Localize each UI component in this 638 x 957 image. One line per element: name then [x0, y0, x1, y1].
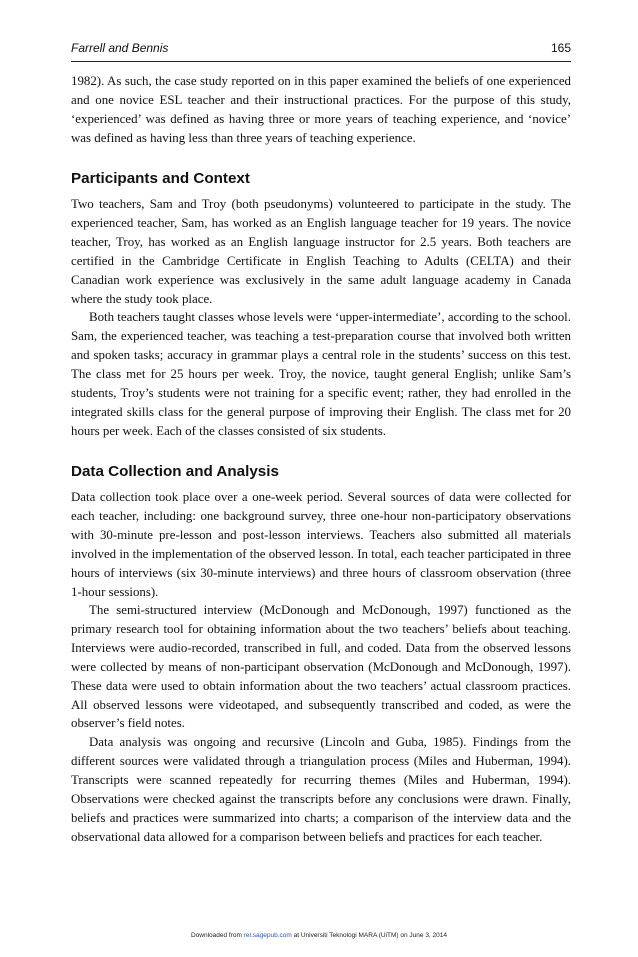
section-heading-data-collection: Data Collection and Analysis: [71, 463, 279, 481]
section-heading-participants: Participants and Context: [71, 170, 250, 188]
running-head: [71, 41, 571, 55]
paragraph: Two teachers, Sam and Troy (both pseudonyms) volunteered to participate in the study. The experienced teacher, Sam, has worked as an English language teacher for 19 years. The novice teacher, Troy, has worked as an English language instructor for 2.5 years. Both teachers are certified in the Cambridge Certificate in English Teaching to Adults (CELTA) and their Canadian work experience was exclusively in the same adult language academy in Canada where the study took place.: [71, 197, 571, 306]
paragraph: The semi-structured interview (McDonough and McDonough, 1997) functioned as the primary research tool for obtaining information about the two teachers’ beliefs about teaching. Interviews were audio-recorded, transcribed in full, and coded. Data from the observed lessons were collected by means of non-participant observation (McDonough and McDonough, 1997). These data were used to obtain information about the two teachers’ actual classroom practices. All observed lessons were videotaped, and subsequently transcribed and coded, as were the observer’s field notes.: [71, 603, 571, 731]
page-number: 165: [550, 41, 571, 55]
body-text: [71, 72, 571, 846]
footer-link[interactable]: rel.sagepub.com: [243, 932, 292, 939]
header-rule: [71, 61, 571, 62]
running-head-authors: Farrell and Bennis: [71, 41, 169, 55]
footer-prefix: Downloaded from: [190, 932, 244, 939]
paragraph: Data analysis was ongoing and recursive (Lincoln and Guba, 1985). Findings from the different sources were validated through a triangulation process (Miles and Huberman, 1994). Transcripts were scanned repeatedly for recurring themes (Miles and Huberman, 1994). Observations were checked against the transcripts before any conclusions were drawn. Finally, beliefs and practices were summarized into charts; a comparison of the interview data and the observational data allowed for a comparison between beliefs and practices for each teacher.: [71, 735, 571, 844]
footer-suffix: at Universiti Teknologi MARA (UiTM) on June 3, 2014: [291, 932, 448, 939]
paragraph: Both teachers taught classes whose levels were ‘upper-intermediate’, according to the school. Sam, the experienced teacher, was teaching a test-preparation course that involved both written and spoken tasks; accuracy in grammar plays a central role in the students’ success on this test. The class met for 25 hours per week. Troy, the novice, taught general English; unlike Sam’s students, Troy’s students were not training for a specific event; rather, they had enrolled in the integrated skills class for the general purpose of improving their English. The class met for 20 hours per week. Each of the classes consisted of six students.: [71, 310, 571, 438]
paragraph: Data collection took place over a one-week period. Several sources of data were collected for each teacher, including: one background survey, three one-hour non-participatory observations with 30-minute pre-lesson and post-lesson interviews. Teachers also submitted all materials involved in the implementation of the observed lesson. In total, each teacher participated in three hours of interviews (six 30-minute interviews) and three hours of classroom observation (three 1-hour sessions).: [71, 490, 571, 599]
download-footer: [0, 932, 638, 939]
intro-paragraph: 1982). As such, the case study reported on in this paper examined the beliefs of one experienced and one novice ESL teacher and their instructional practices. For the purpose of this study, ‘experienced’ was defined as having three or more years of teaching experience, and ‘novice’ was defined as having less than three years of teaching experience.: [71, 74, 571, 145]
